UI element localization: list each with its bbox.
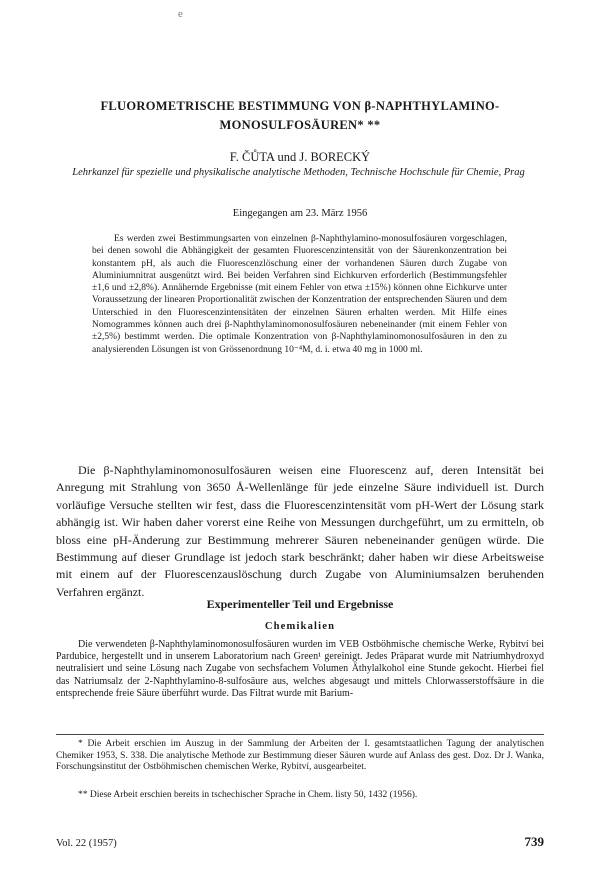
author-line: F. ČŮTA und J. BORECKÝ xyxy=(229,150,371,164)
section-heading: Experimenteller Teil und Ergebnisse xyxy=(206,597,394,611)
footnote: ** Diese Arbeit erschien bereits in tschechischer Sprache in Chem. listy 50, 1432 (1956). xyxy=(78,790,418,800)
abstract: Es werden zwei Bestimmungsarten von einzelnen β-Naphthylamino-monosulfosäuren vorgeschlagen, bei denen sowohl die Abhängigkeit der gesamten Fluorescenzintensität von der Säurenkonzentration bei konstantem pH, als auch die Fluorescenzlöschung einer der vorhandenen Säuren durch Zugabe von Aluminiumnitrat ausgenützt wird. Bei beiden Verfahren sind Eichkurven erforderlich (Bestimmungsfehler ±1,6 und ±2,8%). Annähernde Ergebnisse (mit einem Fehler von etwa ±15%) können ohne Eichkurve unter Voraussetzung der linearen Proportionalität zwischen der Konzentration der entsprechenden Säuren und dem Unterschied in den Fluorescenzintensitäten der einzelnen Säuren erhalten werden. Mit Hilfe eines Nomogrammes können auch drei β-Naphthylaminomonosulfosäuren nebeneinander (mit einem Fehler von ±2,5%) bestimmt werden. Die optimale Konzentration von β-Naphthylaminomonosulfosäuren in den zu analysierenden Lösungen ist von Grössenordnung 10⁻⁴M, d. i. etwa 40 mg in 1000 ml. xyxy=(92,234,507,355)
footnote: * Die Arbeit erschien im Auszug in der Sammlung der Arbeiten der I. gesamtstaatlichen Tagung der analytischen Chemiker 1953, S. 338. Die analytische Methode zur Bestimmung dieser Säuren wurde auf Anlass des gest. Doz. Dr J. Wanka, Forschungsinstitut der Ostböhmischen chemischen Werke, Rybitví, ausgearbeitet. xyxy=(56,739,544,772)
paper-title: FLUOROMETRISCHE BESTIMMUNG VON β-NAPHTHYLAMINO-MONOSULFOSÄUREN* ** xyxy=(100,99,500,132)
affiliation: Lehrkanzel für spezielle und physikalische analytische Methoden, Technische Hochschule für Chemie, Prag xyxy=(72,167,525,178)
intro-paragraph: Die β-Naphthylaminomonosulfosäuren weisen eine Fluorescenz auf, deren Intensität bei Anregung mit Strahlung von 3650 Å-Wellenlänge für jede einzelne Säure individuell ist. Durch vorläufige Versuche stellten wir fest, dass die Fluorescenzintensität vom pH-Wert der Lösung stark abhängig ist. Wir haben daher vorerst eine Reihe von Messungen durchgeführt, um zu ermitteln, ob bloss eine pH-Änderung zur Bestimmung mehrerer Säuren nebeneinander genügen würde. Die Bestimmung auf dieser Grundlage ist jedoch stark beschränkt; daher haben wir diese Arbeitsweise mit einem auf der Fluorescenzauslöschung durch Zugabe von Aluminiumsalzen beruhenden Verfahren ergänzt. xyxy=(56,463,544,599)
received-date: Eingegangen am 23. März 1956 xyxy=(232,208,368,219)
top-mark: e xyxy=(178,8,183,20)
footnote-divider xyxy=(56,734,544,735)
page-number: 739 xyxy=(524,834,544,849)
volume-label: Vol. 22 (1957) xyxy=(56,838,117,849)
subsection-heading: Chemikalien xyxy=(264,621,336,632)
body-paragraph: Die verwendeten β-Naphthylaminomonosulfosäuren wurden im VEB Ostböhmische chemische Werke, Rybitví bei Pardubice, hergestellt und in unserem Laboratorium nach Green¹ gereinigt. Jedes Präparat wurde mit Natriumhydroxyd neutralisiert und seine Lösung nach Zugabe von sechsfachem Volumen Äthylalkohol eine Stunde gekocht. Hierbei fiel das Natriumsalz der 2-Naphthylamino-8-sulfosäure aus, welches abgesaugt und mittels Chlorwasserstoffsäure in die entsprechende freie Säure überführt wurde. Das Filtrat wurde mit Barium- xyxy=(56,639,544,699)
